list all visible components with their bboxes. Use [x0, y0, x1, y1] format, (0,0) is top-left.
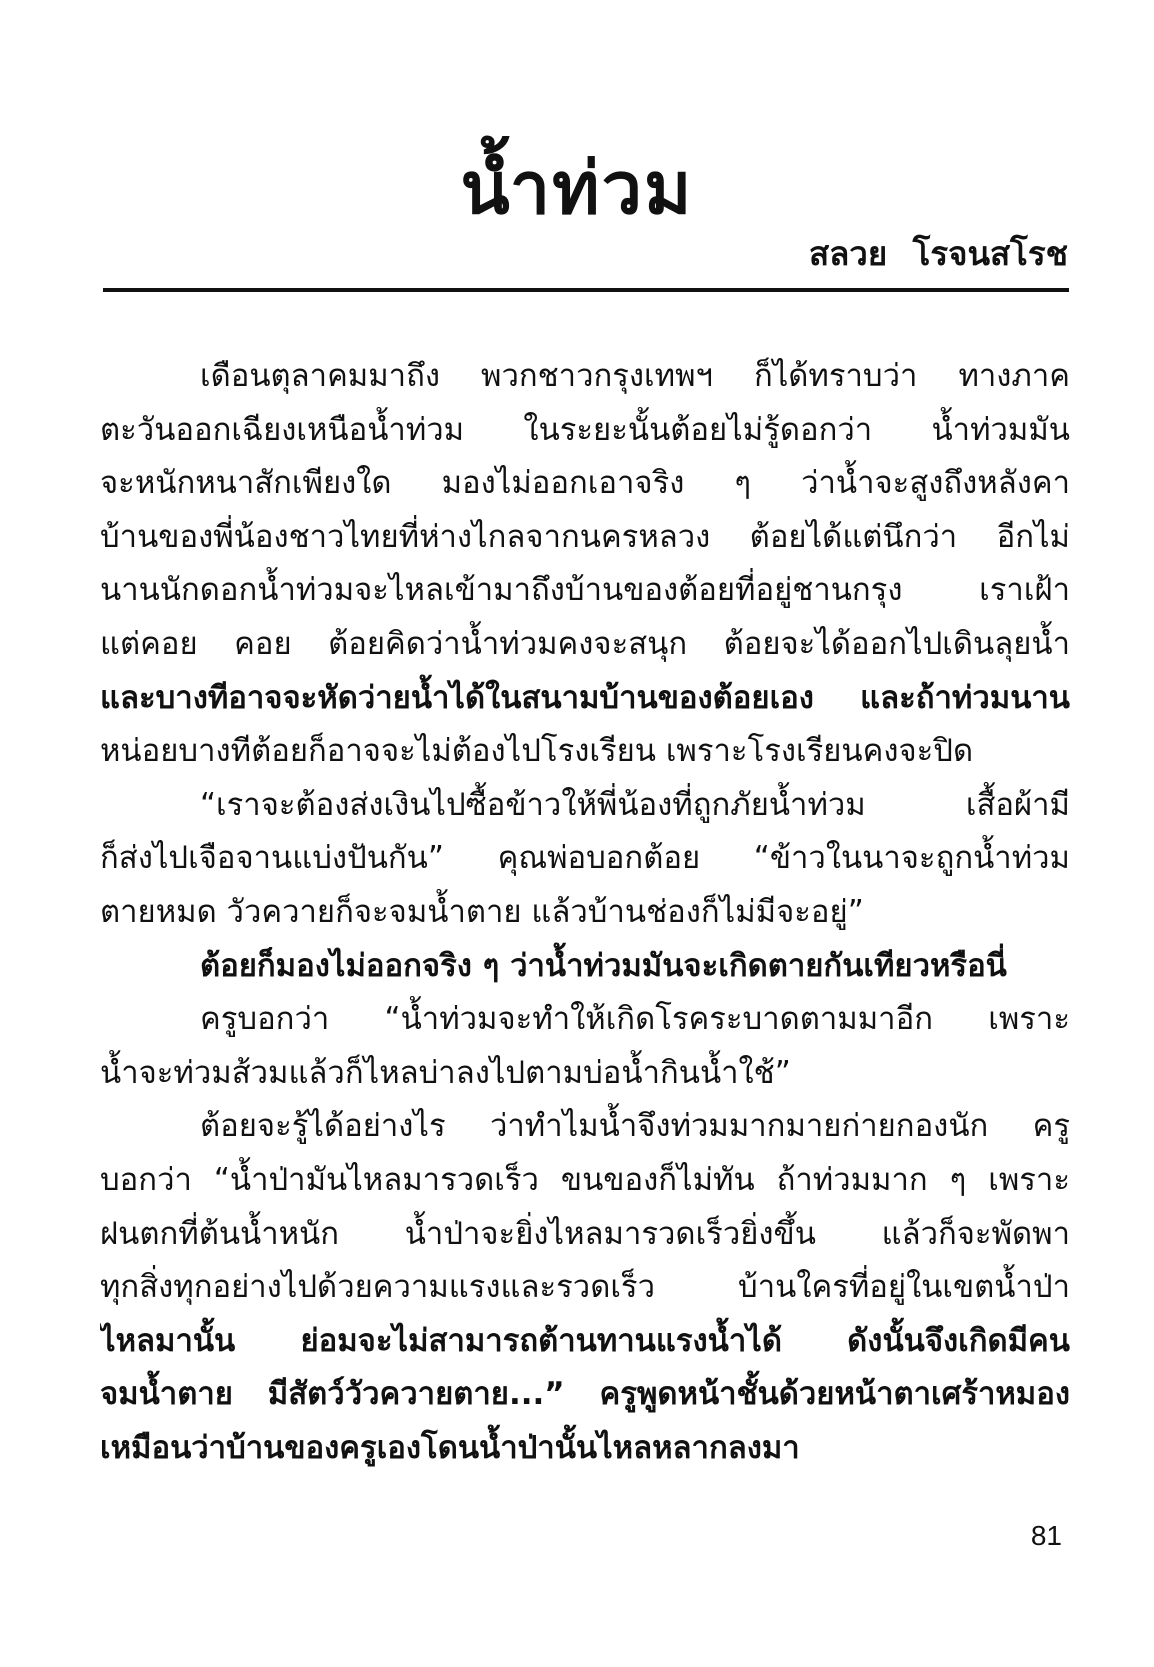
- story-body: [100, 350, 1070, 1475]
- text-line: ต้อยจะรู้ได้อย่างไร ว่าทำไมน้ำจึงท่วมมากมายก่ายกองนัก ครู: [200, 1108, 1070, 1145]
- text-line: ครูบอกว่า “น้ำท่วมจะทำให้เกิดโรคระบาดตามมาอีก เพราะ: [200, 1001, 1070, 1038]
- text-line: เดือนตุลาคมมาถึง พวกชาวกรุงเทพฯ ก็ได้ทราบว่า ทางภาค: [200, 358, 1070, 394]
- text-line: ทุกสิ่งทุกอย่างไปด้วยความแรงและรวดเร็ว บ้านใครที่อยู่ในเขตน้ำป่า: [100, 1269, 1070, 1306]
- text-line: “เราจะต้องส่งเงินไปซื้อข้าวให้พี่น้องที่ถูกภัยน้ำท่วม เสื้อผ้ามี: [200, 786, 1070, 823]
- text-line: ตายหมด วัวควายก็จะจมน้ำตาย แล้วบ้านช่องก็ไม่มีจะอยู่”: [100, 893, 864, 930]
- title-rule: [103, 288, 1069, 292]
- text-line: เหมือนว่าบ้านของครูเองโดนน้ำป่านั้นไหลหลากลงมา: [100, 1429, 800, 1466]
- chapter-title: น้ำท่วม: [460, 146, 694, 230]
- page-number: 81: [1030, 1520, 1062, 1551]
- text-line: บ้านของพี่น้องชาวไทยที่ห่างไกลจากนครหลวง ต้อยได้แต่นึกว่า อีกไม่: [100, 518, 1070, 555]
- text-line: นานนักดอกน้ำท่วมจะไหลเข้ามาถึงบ้านของต้อยที่อยู่ชานกรุง เราเฝ้า: [100, 572, 1070, 609]
- text-line: จะหนักหนาสักเพียงใด มองไม่ออกเอาจริง ๆ ว่าน้ำจะสูงถึงหลังคา: [100, 465, 1070, 502]
- text-line: ตะวันออกเฉียงเหนือน้ำท่วม ในระยะนั้นต้อยไม่รู้ดอกว่า น้ำท่วมมัน: [100, 411, 1070, 448]
- text-line: ฝนตกที่ต้นน้ำหนัก น้ำป่าจะยิ่งไหลมารวดเร็วยิ่งขึ้น แล้วก็จะพัดพา: [100, 1215, 1070, 1252]
- text-line: และบางทีอาจจะหัดว่ายน้ำได้ในสนามบ้านของต้อยเอง และถ้าท่วมนาน: [100, 679, 1070, 716]
- text-line: บอกว่า “น้ำป่ามันไหลมารวดเร็ว ขนของก็ไม่ทัน ถ้าท่วมมาก ๆ เพราะ: [100, 1161, 1070, 1198]
- text-line: ก็ส่งไปเจือจานแบ่งปันกัน” คุณพ่อบอกต้อย “ข้าวในนาจะถูกน้ำท่วม: [100, 840, 1070, 877]
- text-line: น้ำจะท่วมส้วมแล้วก็ไหลบ่าลงไปตามบ่อน้ำกินน้ำใช้”: [100, 1054, 791, 1091]
- text-line: ไหลมานั้น ย่อมจะไม่สามารถต้านทานแรงน้ำได้ ดังนั้นจึงเกิดมีคน: [100, 1322, 1070, 1359]
- text-line: ต้อยก็มองไม่ออกจริง ๆ ว่าน้ำท่วมมันจะเกิดตายกันเทียวหรือนี่: [200, 947, 1007, 984]
- text-line: แต่คอย คอย ต้อยคิดว่าน้ำท่วมคงจะสนุก ต้อยจะได้ออกไปเดินลุยน้ำ: [100, 625, 1070, 662]
- author-name: สลวย โรจนสโรช: [808, 234, 1068, 273]
- text-line: จมน้ำตาย มีสัตว์วัวควายตาย...” ครูพูดหน้าชั้นด้วยหน้าตาเศร้าหมอง: [100, 1376, 1070, 1413]
- text-line: หน่อยบางทีต้อยก็อาจจะไม่ต้องไปโรงเรียน เพราะโรงเรียนคงจะปิด: [100, 733, 974, 770]
